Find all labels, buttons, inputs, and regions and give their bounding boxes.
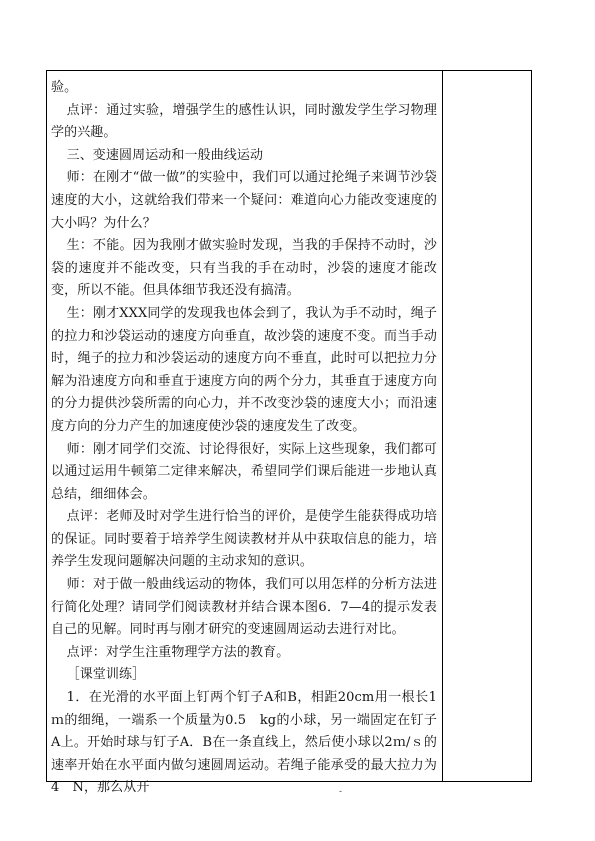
classroom-exercise-heading: ［课堂训练］ [66, 667, 146, 683]
paragraph-teacher-curve-motion: 师：对于做一般曲线运动的物体，我们可以用怎样的分析方法进行简化处理？请同学们阅读教材并结合课本图6．7—4的提示发表自己的见解。同时再与刚才研究的变速圆周运动去进行对比。 [51, 577, 437, 638]
paragraph-comment-method: 点评：对学生注重物理学方法的教育。 [66, 644, 290, 660]
paragraph-comment-evaluation: 点评：老师及时对学生进行恰当的评价，是使学生能获得成功培的保证。同时要着于培养学生阅读教材并从中获取信息的能力，培养学生发现问题解决问题的主动求知的意识。 [51, 509, 437, 570]
paragraph-student-answer-1: 生：不能。因为我刚才做实验时发现，当我的手保持不动时，沙袋的速度并不能改变，只有当我的手在动时，沙袋的速度才能改变，所以不能。但具体细节我还没有搞清。 [51, 238, 437, 299]
exercise-1-text: 1．在光滑的水平面上钉两个钉子A和B，相距20cm用一根长1ｍ的细绳，一端系一个质量为0.5 kg的小球，另一端固定在钉子A上。开始时球与钉子A．B在一条直线上，然后使小球以2ｍ/ｓ的速率开始在水平面内做匀速圆周运动。若绳子能承受的最大拉力为4 N，那么从开 [51, 690, 437, 796]
column-divider [442, 71, 443, 781]
paragraph-comment-experiment: 点评：通过实验，增强学生的感性认识，同时激发学生学习物理学的兴趣。 [51, 102, 437, 141]
section-heading-variable-circular-motion: 三、变速圆周运动和一般曲线运动 [66, 147, 264, 163]
lesson-content-cell [51, 77, 437, 800]
lesson-table [46, 70, 532, 796]
paragraph-student-answer-2: 生：刚才XXX同学的发现我也体会到了，我认为手不动时，绳子的拉力和沙袋运动的速度方向垂直，故沙袋的速度不变。而当手动时，绳子的拉力和沙袋运动的速度方向不垂直，此时可以把拉力分解为沿速度方向和垂直于速度方向的两个分力，其垂直于速度方向的分力提供沙袋所需的向心力，并不改变沙袋的速度大小；而沿速度方向的分力产生的加速度使沙袋的速度发生了改变。 [51, 305, 437, 434]
paragraph-teacher-summary: 师：刚才同学们交流、讨论得很好，实际上这些现象，我们都可以通过运用牛顿第二定律来解决，希望同学们课后能进一步地认真总结，细细体会。 [51, 441, 437, 502]
paragraph-experiment-end: 验。 [51, 80, 78, 95]
paragraph-teacher-question: 师：在刚才“做一做”的实验中，我们可以通过抡绳子来调节沙袋速度的大小，这就给我们带来一个疑问：难道向心力能改变速度的大小吗？为什么？ [51, 170, 437, 231]
page-footer-mark: - [339, 787, 343, 797]
